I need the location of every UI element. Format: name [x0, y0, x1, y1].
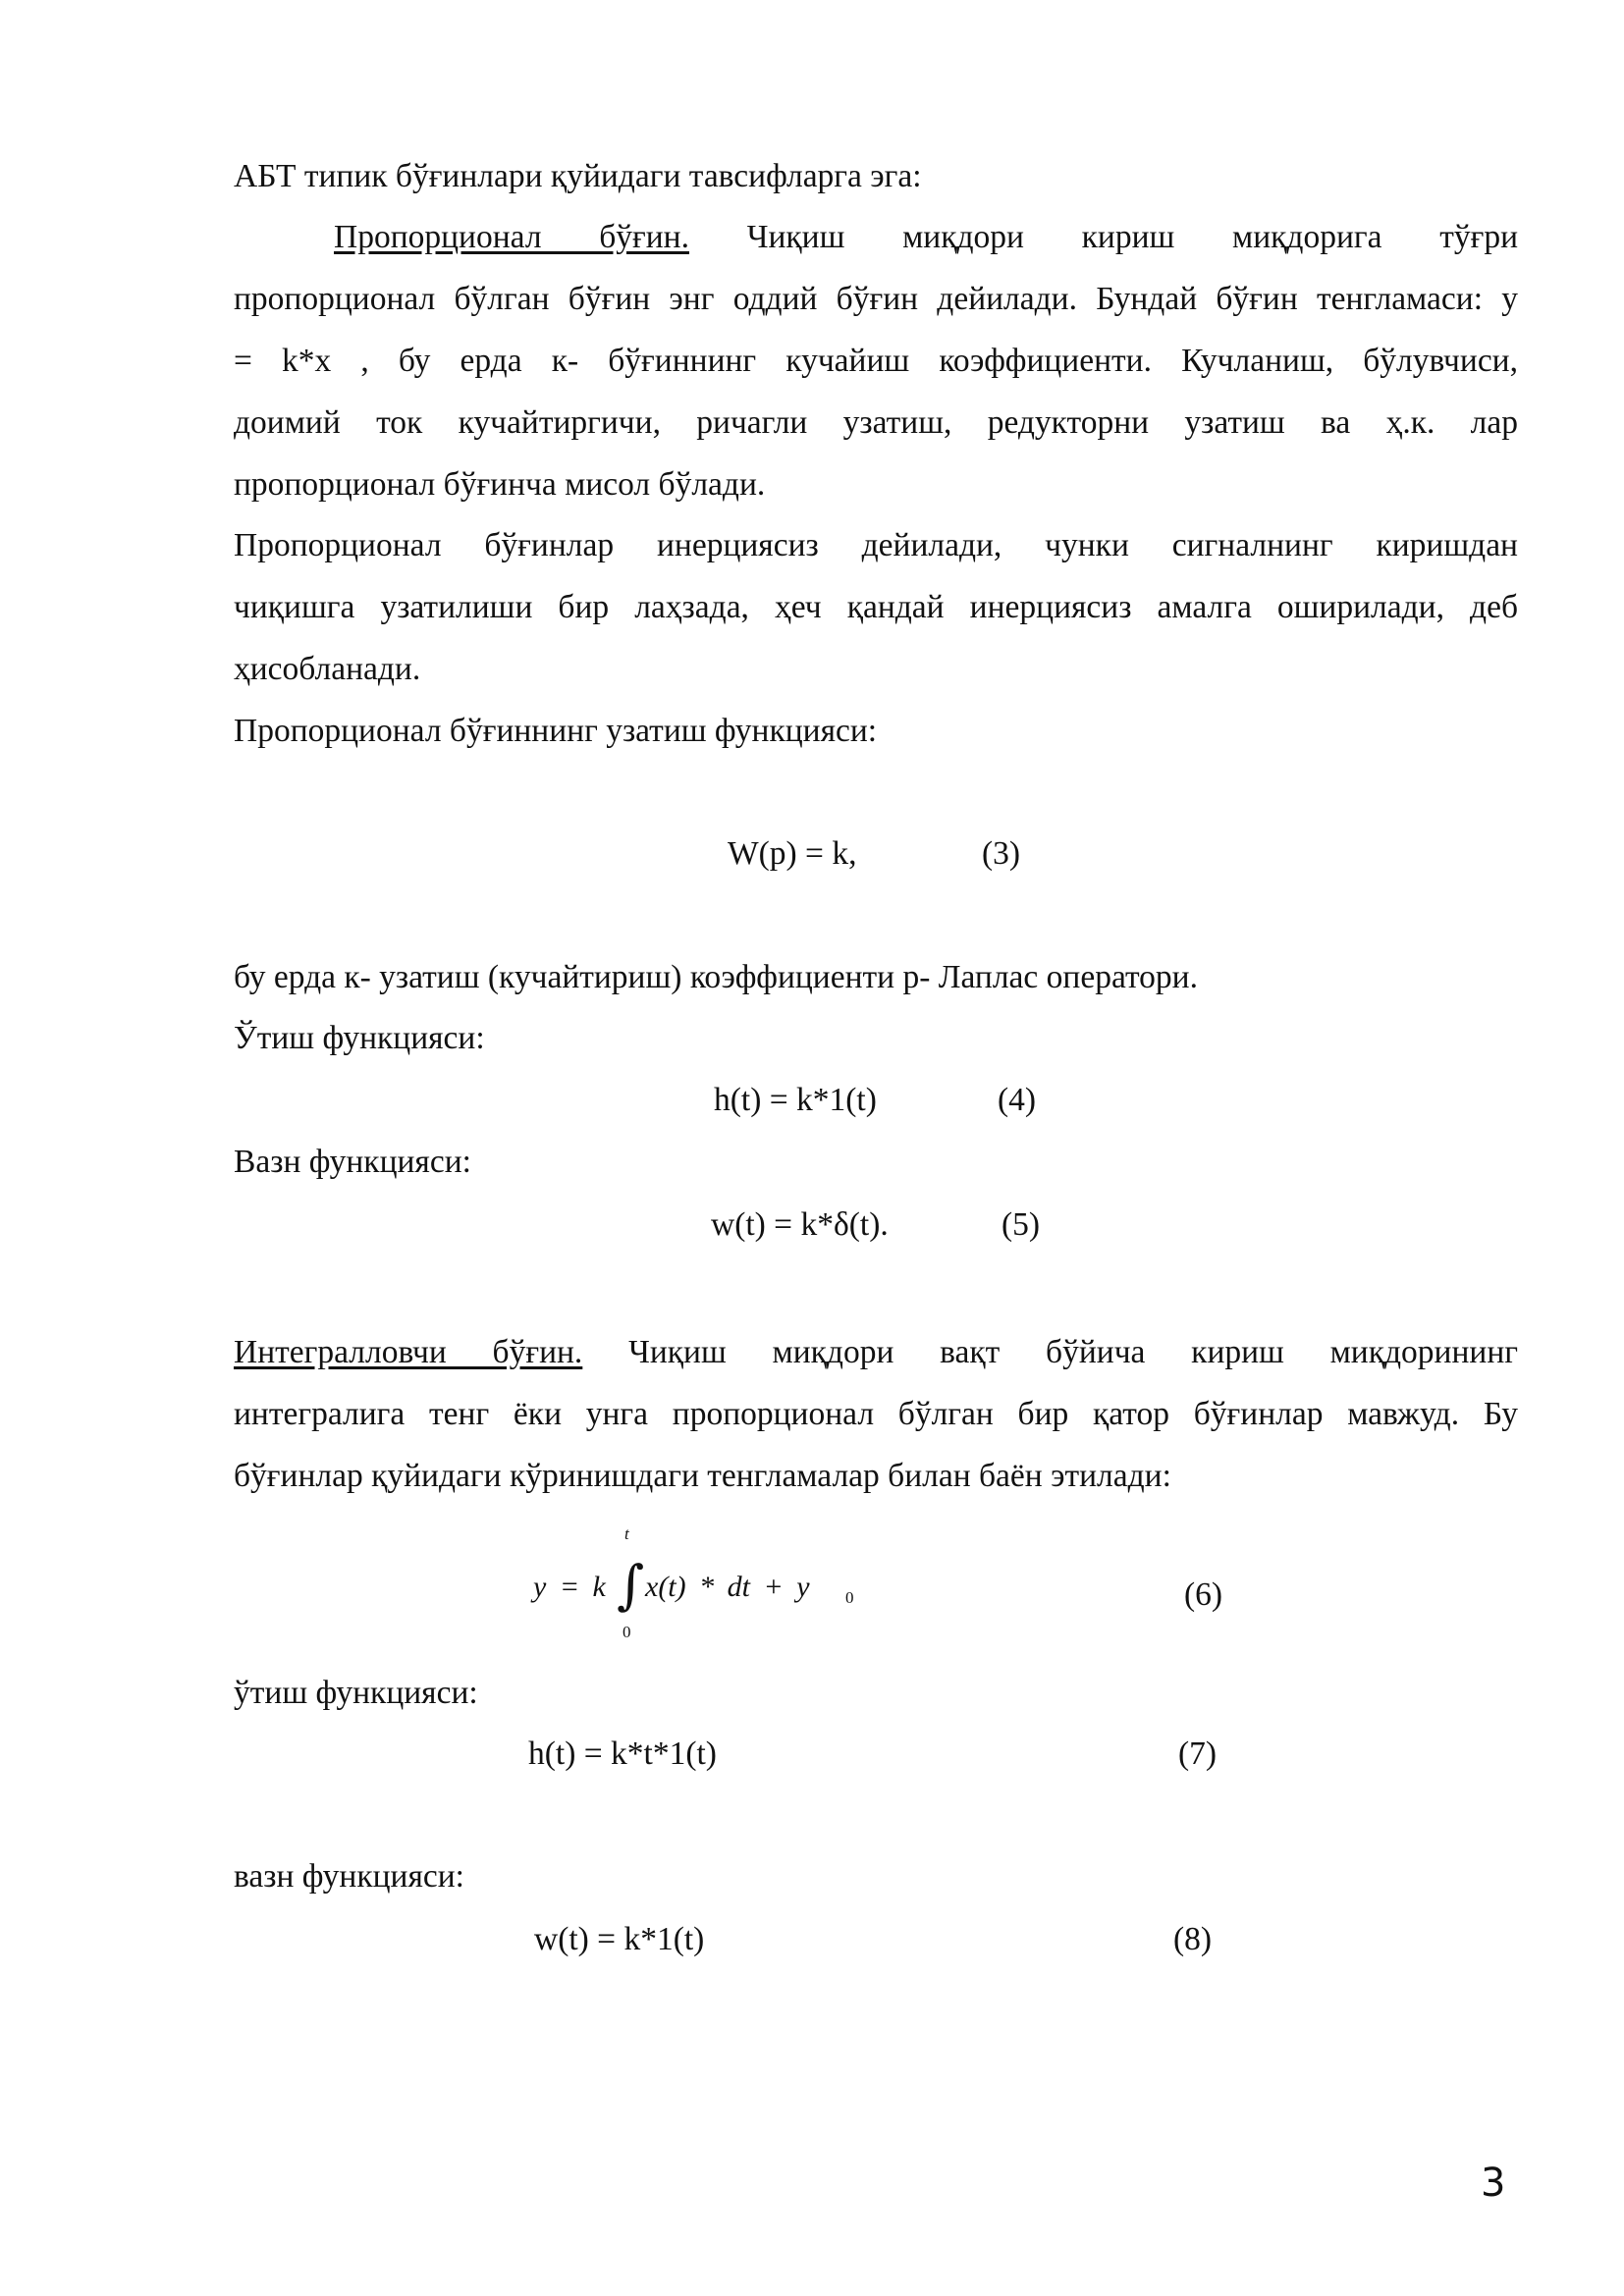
- integ-heading: Интегралловчи бўғин.: [234, 1334, 583, 1370]
- equation-3-number: (3): [982, 835, 1021, 872]
- equation-6-body: x(t) * dt + y: [645, 1571, 810, 1603]
- y-subscript: 0: [845, 1588, 854, 1607]
- integ-line1-rest: Чиқиш миқдори вақт бўйича кириш миқдорининг: [628, 1334, 1518, 1370]
- integ-paragraph-line-2: интегралига тенг ёки унга пропорционал бўлган бир қатор бўғинлар мавжуд. Бу: [234, 1396, 1518, 1432]
- prop-paragraph-line-4: доимий ток кучайтиргичи, ричагли узатиш, редукторни узатиш ва ҳ.к. лар: [234, 404, 1518, 441]
- integ-step-function-label: ўтиш функцияси:: [234, 1675, 478, 1711]
- integral-sign: ∫: [617, 1554, 645, 1616]
- integ-paragraph-line-3: бўғинлар қуйидаги кўринишдаги тенгламалар билан баён этилади:: [234, 1458, 1171, 1494]
- page-number: 3: [1481, 2161, 1506, 2206]
- equation-7: h(t) = k*t*1(t): [528, 1735, 717, 1772]
- prop-line1-rest: Чиқиш миқдори кириш миқдорига тўғри: [746, 219, 1519, 255]
- integral-lower-limit: 0: [623, 1623, 631, 1641]
- equation-6-lhs: y = k: [533, 1571, 606, 1603]
- integ-paragraph-line-1: [234, 1333, 1518, 1372]
- equation-3: W(p) = k,: [728, 835, 857, 872]
- integral-upper-limit: t: [624, 1524, 629, 1543]
- transfer-function-label: Пропорционал бўғиннинг узатиш функцияси:: [234, 713, 878, 749]
- prop-heading: Пропорционал бўғин.: [334, 219, 689, 255]
- prop-p2-line-3: ҳисобланади.: [234, 651, 421, 687]
- prop-paragraph-line-1: [334, 218, 1518, 257]
- equation-4: h(t) = k*1(t): [714, 1082, 877, 1118]
- integ-weight-function-label: вазн функцияси:: [234, 1858, 464, 1895]
- intro-text: АБТ типик бўғинлари қуйидаги тавсифларга эга:: [234, 158, 922, 194]
- laplace-explanation: бу ерда к- узатиш (кучайтириш) коэффициенти р- Лаплас оператори.: [234, 959, 1198, 995]
- prop-paragraph-line-5: пропорционал бўғинча мисол бўлади.: [234, 466, 766, 503]
- equation-8-number: (8): [1173, 1921, 1213, 1957]
- equation-7-number: (7): [1178, 1735, 1218, 1772]
- prop-p2-line-2: чиқишга узатилиши бир лаҳзада, ҳеч қандай инерциясиз амалга оширилади, деб: [234, 589, 1518, 625]
- equation-5-number: (5): [1001, 1206, 1041, 1243]
- weight-function-label: Вазн функцияси:: [234, 1144, 471, 1180]
- prop-p2-line-1: Пропорционал бўғинлар инерциясиз дейилади, чунки сигналнинг киришдан: [234, 527, 1518, 563]
- prop-paragraph-line-2: пропорционал бўлган бўғин энг оддий бўғин дейилади. Бундай бўғин тенгламаси: у: [234, 281, 1518, 317]
- equation-5: w(t) = k*δ(t).: [711, 1206, 889, 1243]
- equation-6-number: (6): [1184, 1576, 1223, 1613]
- prop-paragraph-line-3: = k*x , бу ерда к- бўғиннинг кучайиш коэффициенти. Кучланиш, бўлувчиси,: [234, 343, 1518, 379]
- step-function-label: Ўтиш функцияси:: [234, 1020, 485, 1056]
- equation-8: w(t) = k*1(t): [534, 1921, 705, 1957]
- equation-4-number: (4): [998, 1082, 1037, 1118]
